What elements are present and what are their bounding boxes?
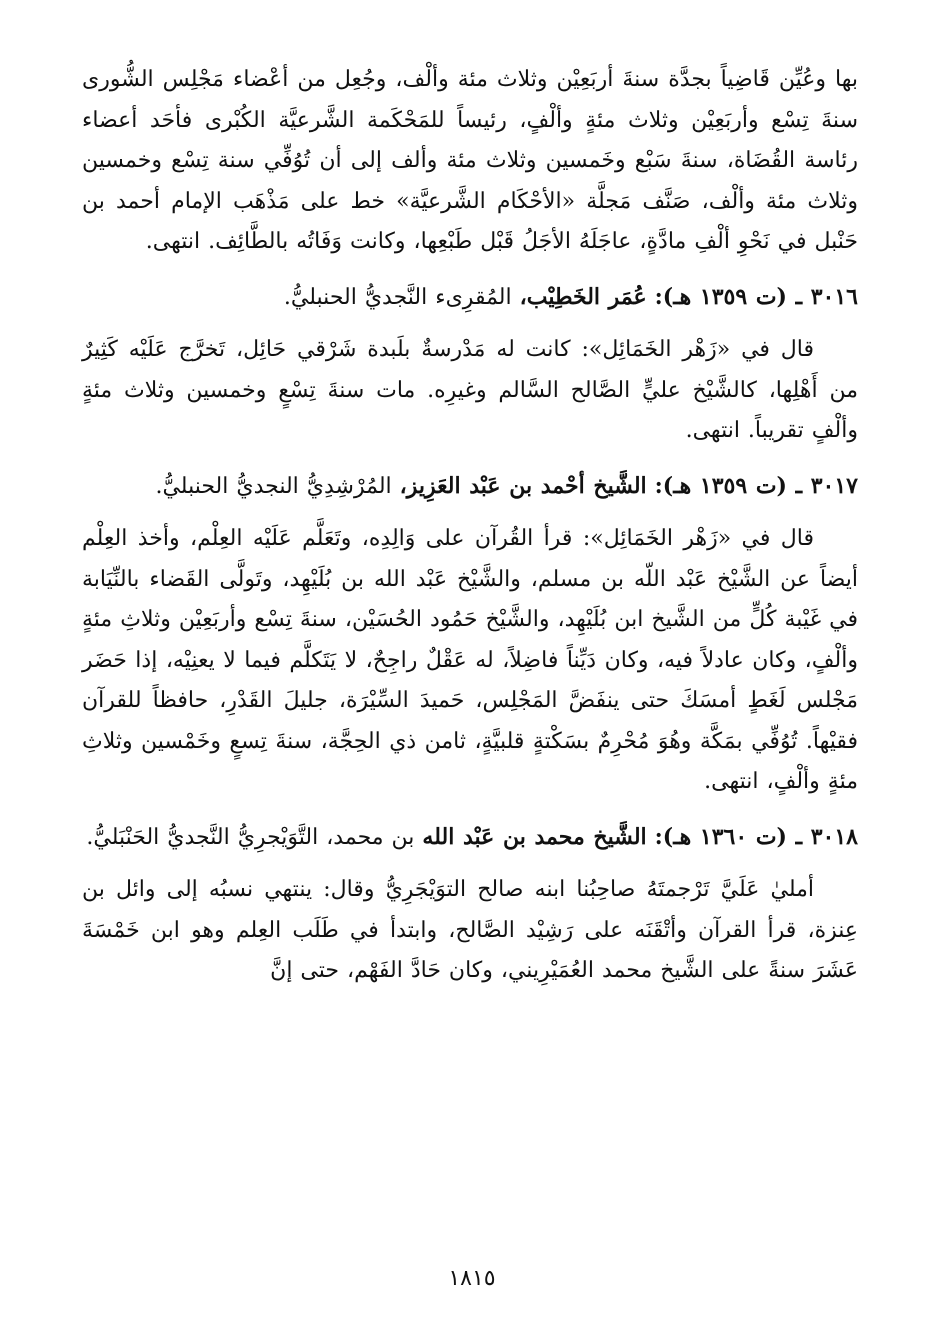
entry-heading-3018 (82, 817, 858, 859)
page-number: ١٨١٥ (448, 1266, 496, 1291)
entry-description: المُرْشِدِيُّ النجديُّ الحنبليُّ. (155, 473, 392, 499)
paragraph-entry-3016: قال في «زَهْر الخَمَائِل»: كانت له مَدْرسةٌ بلَبدة شَرْقي حَائِل، تَخرَّج عَلَيْه كَثِيرٌ من أَهْلِها، كالشَّيْخ عليٍّ الصَّالح السَّالم وغيرِه. مات سنةَ تِسْعٍ وخمسين وثلاث مئةٍ وألْفٍ تقريباً. انتهى. (82, 337, 858, 443)
entry-description: بن محمد، التَّوَيْجرِيُّ النَّجديُّ الحَنْبَليُّ. (86, 824, 415, 850)
entry-name: الشَّيخ أحْمد بن عَبْد العَزِيز، (399, 472, 647, 499)
entry-number: ٣٠١٨ ـ (ت ١٣٦٠ هـ): (654, 823, 858, 850)
entry-name: الشَّيخ محمد بن عَبْد الله (422, 823, 647, 850)
paragraph-continuation: بها وعُيِّن قَاضِياً بجدَّة سنةَ أربَعِيْن وثلاث مئة وألْف، وجُعِل من أعْضاء مَجْلِس الشُّورى سنةَ تِسْع وأربَعِيْن وثلاث مئةٍ وألْفٍ، رئيساً للمَحْكَمة الشَّرعيَّة الكُبْرى فأحَد أعضاء رئاسة القُضَاة، سنةَ سَبْع وخَمسين وثلاث مئة وألف إلى أن تُوُفِّي سنة تِسْع وخمسين وثلاث مئة وألْف، صَنَّف مَجلَّة «الأحْكَام الشَّرعيَّة» خط على مَذْهَب الإمام أحمد بن حَنْبل في نَحْوِ ألْفِ مادَّةٍ، عاجَلَهُ الأجَلُ قَبْل طَبْعِها، وكانت وَفَاتُه بالطَّائِف. انتهى. (82, 67, 858, 254)
entry-name: عُمَر الخَطِيْب، (519, 283, 647, 310)
entry-description: المُقرِىء النَّجديُّ الحنبليُّ. (283, 284, 512, 310)
entry-number: ٣٠١٦ ـ (ت ١٣٥٩ هـ): (654, 283, 858, 310)
paragraph-entry-3018: أمليٰ عَلَيَّ تَرْجمتَهُ صاحِبُنا ابنه صالح التوَيْجَرِيُّ وقال: ينتهي نسبُه إلى وائل بن عِنزة، قرأ القرآن وأتْقَنَه على رَشِيْد الصَّالح، وابتدأ في طَلَب العِلم وهو ابن خَمْسَةَ عَشَرَ سنةً على الشَّيخ محمد العُمَيْرِيني، وكان حَادَّ الفَهْم، حتى إنَّ (82, 877, 858, 983)
paragraph-entry-3017: قال في «زَهْر الخَمَائِل»: قرأ القُرآن على وَالِدِه، وتَعَلَّم عَلَيْه العِلْم، وأخذ العِلْم أيضاً عن الشَّيْخ عَبْد اللّه بن مسلم، والشَّيْخ عَبْد الله بن بُلَيْهِد، وتَولَّى القَضاء بالنِّيَابة في غَيْبة كُلٍّ من الشَّيخ ابن بُلَيْهِد، والشَّيْخ حَمُود الحُسَيْن، سنةَ تِسْع وأربَعِيْن وثلاثِ مئةٍ وألْفٍ، وكان عادلاً فيه، وكان دَيِّناً فاضِلاً، له عَقْلٌ راجِحٌ، لا يَتَكلَّم فيما لا يعنِيْه، إذا حَضَر مَجْلس لَغَطٍ أمسَكَ حتى ينفَضَّ المَجْلِس، حَميدَ السِّيْرَة، جليلَ القَدْرِ، حافظاً للقرآن فقيْهاً. تُوُفِّي بمَكَّة وهُوَ مُحْرِمٌ بسَكْتةٍ قلبيَّةٍ، ثامن ذي الحِجَّة، سنةَ تِسعٍ وخَمْسين وثلاثِ مئةٍ وألْفٍ، انتهى. (82, 526, 858, 794)
entry-heading-3016 (82, 277, 858, 319)
entry-heading-3017 (82, 466, 858, 508)
entry-number: ٣٠١٧ ـ (ت ١٣٥٩ هـ): (654, 472, 858, 499)
